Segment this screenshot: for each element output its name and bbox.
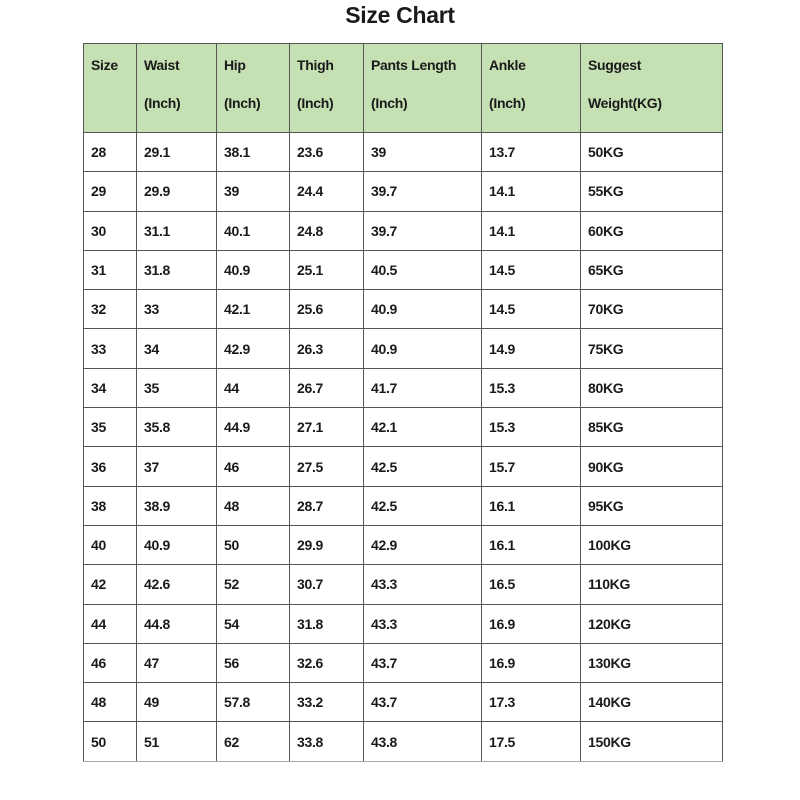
size-chart-table — [83, 43, 723, 762]
table-cell: 110KG — [581, 565, 723, 604]
table-cell: 40.5 — [364, 250, 482, 289]
table-row — [84, 643, 723, 682]
table-cell: 29.9 — [290, 525, 364, 564]
table-cell: 48 — [84, 683, 137, 722]
table-cell: 49 — [137, 683, 217, 722]
table-cell: 32.6 — [290, 643, 364, 682]
table-row — [84, 329, 723, 368]
table-cell: 39 — [217, 172, 290, 211]
table-cell: 31.8 — [137, 250, 217, 289]
column-header-line2: (Inch) — [371, 95, 408, 111]
table-cell: 50KG — [581, 133, 723, 172]
column-header — [290, 44, 364, 133]
table-cell: 43.3 — [364, 565, 482, 604]
table-cell: 16.9 — [482, 643, 581, 682]
table-cell: 14.5 — [482, 290, 581, 329]
table-cell: 13.7 — [482, 133, 581, 172]
table-cell: 39.7 — [364, 172, 482, 211]
table-cell: 14.9 — [482, 329, 581, 368]
table-cell: 16.5 — [482, 565, 581, 604]
table-cell: 51 — [137, 722, 217, 761]
table-cell: 14.1 — [482, 211, 581, 250]
table-row — [84, 565, 723, 604]
column-header — [364, 44, 482, 133]
table-row — [84, 525, 723, 564]
table-cell: 15.7 — [482, 447, 581, 486]
table-row — [84, 604, 723, 643]
table-row — [84, 211, 723, 250]
table-cell: 100KG — [581, 525, 723, 564]
table-cell: 14.1 — [482, 172, 581, 211]
table-cell: 40.9 — [137, 525, 217, 564]
column-header-line1: Hip — [224, 57, 246, 73]
table-cell: 34 — [84, 368, 137, 407]
table-row — [84, 133, 723, 172]
table-cell: 90KG — [581, 447, 723, 486]
table-cell: 44.8 — [137, 604, 217, 643]
table-cell: 56 — [217, 643, 290, 682]
table-cell: 40.1 — [217, 211, 290, 250]
table-row — [84, 486, 723, 525]
table-cell: 41.7 — [364, 368, 482, 407]
column-header-line2: (Inch) — [489, 95, 526, 111]
column-header-line1: Thigh — [297, 57, 334, 73]
table-cell: 39.7 — [364, 211, 482, 250]
table-cell: 35.8 — [137, 408, 217, 447]
column-header-line1: Size — [91, 57, 118, 73]
table-cell: 35 — [137, 368, 217, 407]
table-cell: 29.9 — [137, 172, 217, 211]
column-header-line1: Pants Length — [371, 57, 457, 73]
table-cell: 50 — [84, 722, 137, 761]
table-cell: 75KG — [581, 329, 723, 368]
table-cell: 36 — [84, 447, 137, 486]
table-cell: 42.1 — [217, 290, 290, 329]
table-cell: 30.7 — [290, 565, 364, 604]
table-row — [84, 447, 723, 486]
divider — [83, 761, 723, 762]
table-cell: 48 — [217, 486, 290, 525]
table-cell: 40.9 — [364, 290, 482, 329]
table-cell: 65KG — [581, 250, 723, 289]
page-title: Size Chart — [345, 2, 455, 28]
column-header-line2: (Inch) — [297, 95, 334, 111]
table-cell: 14.5 — [482, 250, 581, 289]
table-cell: 30 — [84, 211, 137, 250]
table-cell: 46 — [84, 643, 137, 682]
table-cell: 120KG — [581, 604, 723, 643]
table-cell: 40 — [84, 525, 137, 564]
table-cell: 42.9 — [217, 329, 290, 368]
table-cell: 33.2 — [290, 683, 364, 722]
table-cell: 37 — [137, 447, 217, 486]
table-cell: 39 — [364, 133, 482, 172]
table-cell: 24.8 — [290, 211, 364, 250]
table-cell: 43.3 — [364, 604, 482, 643]
table-cell: 16.1 — [482, 525, 581, 564]
column-header-line2: Weight(KG) — [588, 95, 662, 111]
table-row — [84, 250, 723, 289]
table-row — [84, 368, 723, 407]
table-cell: 26.3 — [290, 329, 364, 368]
table-cell: 42 — [84, 565, 137, 604]
table-cell: 42.5 — [364, 447, 482, 486]
column-header — [482, 44, 581, 133]
table-cell: 16.1 — [482, 486, 581, 525]
table-row — [84, 722, 723, 761]
table-cell: 62 — [217, 722, 290, 761]
table-cell: 43.7 — [364, 643, 482, 682]
table-cell: 28 — [84, 133, 137, 172]
column-header — [137, 44, 217, 133]
table-cell: 34 — [137, 329, 217, 368]
table-cell: 52 — [217, 565, 290, 604]
table-cell: 40.9 — [364, 329, 482, 368]
table-cell: 130KG — [581, 643, 723, 682]
table-cell: 27.1 — [290, 408, 364, 447]
header-row — [84, 44, 723, 133]
table-cell: 38 — [84, 486, 137, 525]
table-cell: 31 — [84, 250, 137, 289]
table-cell: 47 — [137, 643, 217, 682]
table-cell: 33.8 — [290, 722, 364, 761]
table-cell: 60KG — [581, 211, 723, 250]
table-cell: 54 — [217, 604, 290, 643]
table-cell: 25.6 — [290, 290, 364, 329]
table-row — [84, 290, 723, 329]
table-cell: 42.5 — [364, 486, 482, 525]
table-cell: 25.1 — [290, 250, 364, 289]
table-cell: 15.3 — [482, 368, 581, 407]
table-cell: 17.5 — [482, 722, 581, 761]
table-cell: 43.7 — [364, 683, 482, 722]
table-cell: 31.8 — [290, 604, 364, 643]
table-cell: 23.6 — [290, 133, 364, 172]
column-header-line2: (Inch) — [224, 95, 261, 111]
table-row — [84, 683, 723, 722]
table-cell: 50 — [217, 525, 290, 564]
table-row — [84, 172, 723, 211]
column-header-line1: Waist — [144, 57, 180, 73]
table-cell: 55KG — [581, 172, 723, 211]
table-cell: 40.9 — [217, 250, 290, 289]
table-cell: 44.9 — [217, 408, 290, 447]
table-header — [84, 44, 723, 133]
table-cell: 16.9 — [482, 604, 581, 643]
table-cell: 43.8 — [364, 722, 482, 761]
column-header-line1: Ankle — [489, 57, 526, 73]
table-cell: 44 — [84, 604, 137, 643]
table-cell: 140KG — [581, 683, 723, 722]
table-cell: 17.3 — [482, 683, 581, 722]
table-cell: 44 — [217, 368, 290, 407]
table-row — [84, 408, 723, 447]
table-cell: 42.9 — [364, 525, 482, 564]
column-header — [84, 44, 137, 133]
table-cell: 26.7 — [290, 368, 364, 407]
table-cell: 80KG — [581, 368, 723, 407]
table-cell: 27.5 — [290, 447, 364, 486]
table-cell: 29 — [84, 172, 137, 211]
table-cell: 33 — [84, 329, 137, 368]
table-cell: 35 — [84, 408, 137, 447]
column-header — [581, 44, 723, 133]
table-cell: 42.1 — [364, 408, 482, 447]
table-cell: 95KG — [581, 486, 723, 525]
table-cell: 85KG — [581, 408, 723, 447]
table-cell: 46 — [217, 447, 290, 486]
table-cell: 32 — [84, 290, 137, 329]
table-cell: 24.4 — [290, 172, 364, 211]
column-header — [217, 44, 290, 133]
table-cell: 33 — [137, 290, 217, 329]
table-cell: 28.7 — [290, 486, 364, 525]
table-cell: 31.1 — [137, 211, 217, 250]
table-cell: 57.8 — [217, 683, 290, 722]
column-header-line2: (Inch) — [144, 95, 181, 111]
table-body — [84, 133, 723, 762]
column-header-line1: Suggest — [588, 57, 642, 73]
table-cell: 150KG — [581, 722, 723, 761]
table-cell: 29.1 — [137, 133, 217, 172]
table-cell: 38.1 — [217, 133, 290, 172]
table-cell: 38.9 — [137, 486, 217, 525]
table-cell: 42.6 — [137, 565, 217, 604]
table-cell: 70KG — [581, 290, 723, 329]
table-cell: 15.3 — [482, 408, 581, 447]
